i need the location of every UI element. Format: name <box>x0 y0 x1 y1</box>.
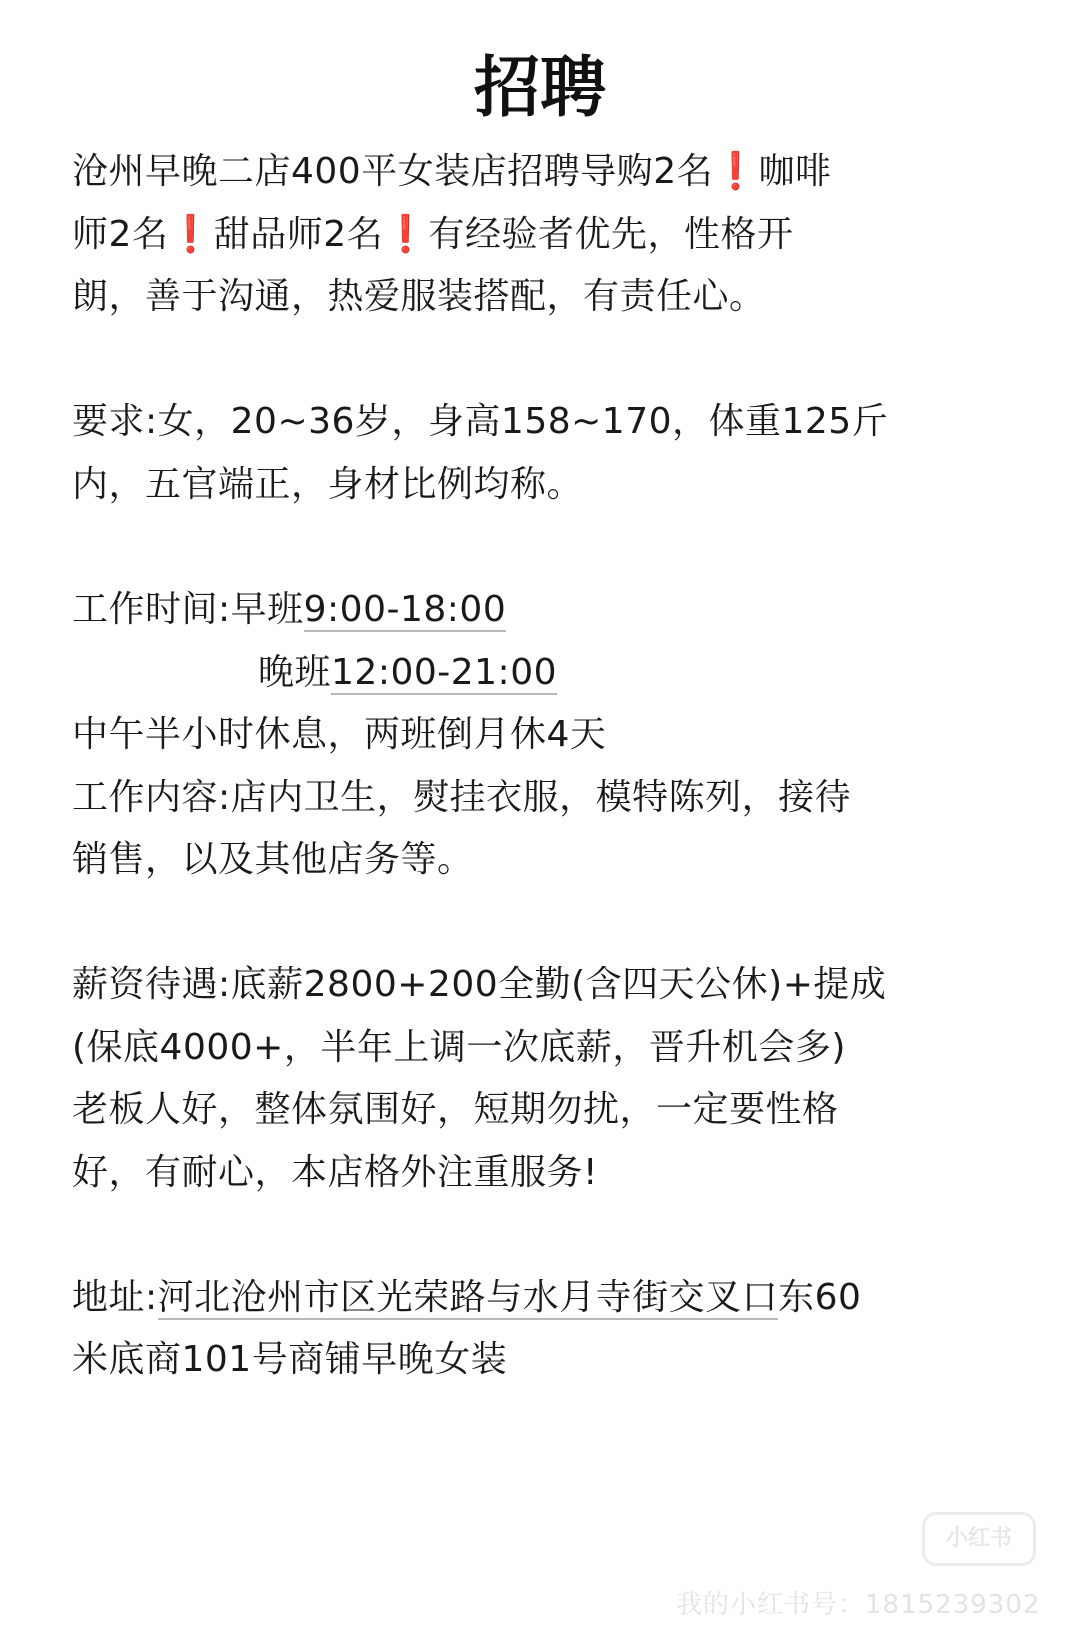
time-link[interactable]: 9:00-18:00 <box>303 589 507 630</box>
duties-line-2: 销售，以及其他店务等。 <box>72 839 474 880</box>
salary-line-4: 好，有耐心，本店格外注重服务! <box>72 1152 598 1193</box>
rest-line: 中午半小时休息，两班倒月休4天 <box>72 714 607 755</box>
watermark-logo: 小红书 <box>922 1512 1036 1566</box>
time-link[interactable]: 12:00-21:00 <box>331 652 557 693</box>
exclamation-icon: ❗ <box>383 214 429 255</box>
address-line-1 <box>72 1274 861 1322</box>
address-link[interactable]: 河北沧州市区光荣路与水月寺街交叉口 <box>157 1277 779 1318</box>
requirements-line-1: 要求:女，20~36岁，身高158~170，体重125斤 <box>72 401 889 442</box>
text: 师2名 <box>72 214 169 255</box>
work-hours-morning <box>72 586 506 634</box>
exclamation-icon: ❗ <box>713 151 759 192</box>
duties-line-1: 工作内容:店内卫生，熨挂衣服，模特陈列，接待 <box>72 777 852 818</box>
text: 咖啡 <box>758 151 832 192</box>
text: 工作时间:早班 <box>72 589 304 630</box>
text: 地址: <box>72 1277 158 1318</box>
salary-line-1: 薪资待遇:底薪2800+200全勤(含四天公休)+提成 <box>72 964 887 1005</box>
body-line-2 <box>72 211 793 259</box>
salary-line-2: (保底4000+，半年上调一次底薪，晋升机会多) <box>72 1027 846 1068</box>
page-title: 招聘 <box>474 49 606 126</box>
address-line-2: 米底商101号商铺早晚女装 <box>72 1339 508 1380</box>
text: 甜品师2名 <box>213 214 384 255</box>
work-hours-evening <box>258 649 557 697</box>
exclamation-icon: ❗ <box>168 214 214 255</box>
body-line-3: 朗，善于沟通，热爱服装搭配，有责任心。 <box>72 276 766 317</box>
body-line-1 <box>72 148 831 196</box>
text: 沧州早晚二店400平女装店招聘导购2名 <box>72 151 714 192</box>
salary-line-3: 老板人好，整体氛围好，短期勿扰，一定要性格 <box>72 1089 839 1130</box>
text: 有经验者优先，性格开 <box>428 214 794 255</box>
text: 东60 <box>778 1277 862 1318</box>
watermark-id: 我的小红书号：1815239302 <box>676 1590 1041 1620</box>
requirements-line-2: 内，五官端正，身材比例均称。 <box>72 464 584 505</box>
text: 晚班 <box>258 652 332 693</box>
